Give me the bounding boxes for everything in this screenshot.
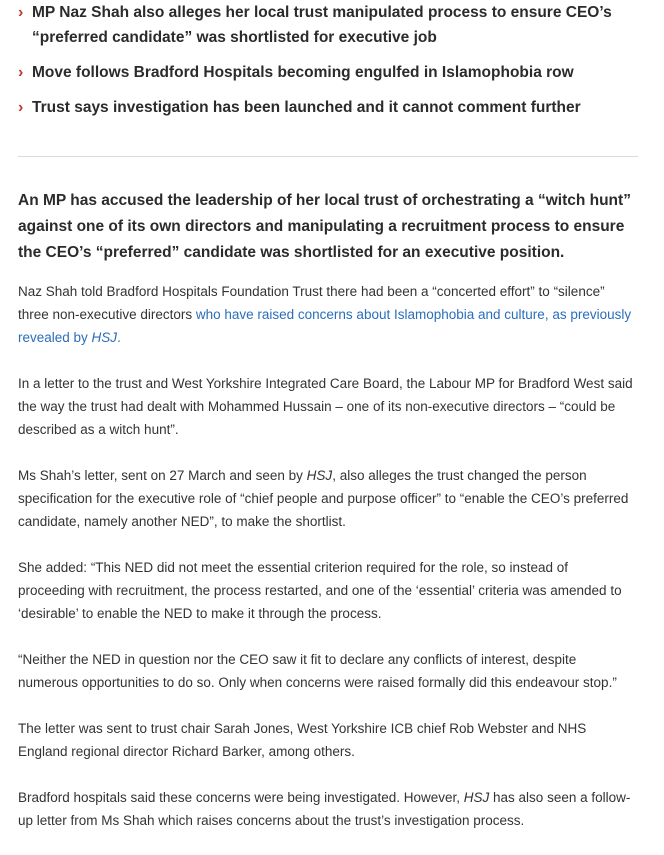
section-divider <box>18 156 638 157</box>
publication-name: HSJ <box>91 330 118 345</box>
paragraph <box>18 464 638 533</box>
paragraph <box>18 280 638 349</box>
key-point <box>18 60 648 85</box>
key-point-text: Move follows Bradford Hospitals becoming engulfed in Islamophobia row <box>32 64 574 81</box>
key-point <box>18 0 648 50</box>
paragraph-text: has also seen a follow-up letter from Ms Shah which raises concerns about the trust’s investigation process. <box>18 790 631 828</box>
standfirst: An MP has accused the leadership of her local trust of orchestrating a “witch hunt” against one of its own directors and manipulating a recruitment process to ensure the CEO’s “preferred” candidate was shortlisted for an executive position. <box>18 192 631 261</box>
paragraph: The letter was sent to trust chair Sarah Jones, West Yorkshire ICB chief Rob Webster and NHS England regional director Richard Barker, among others. <box>18 721 587 759</box>
paragraph-text: Bradford hospitals said these concerns were being investigated. However, <box>18 790 464 805</box>
article-body <box>18 188 638 855</box>
paragraph <box>18 786 638 832</box>
chevron-right-icon: › <box>18 99 24 116</box>
paragraph: In a letter to the trust and West Yorkshire Integrated Care Board, the Labour MP for Bradford West said the way the trust had dealt with Mohammed Hussain – one of its non-executive directors – “could be described as a witch hunt”. <box>18 376 633 437</box>
key-point-text: Trust says investigation has been launched and it cannot comment further <box>32 99 581 116</box>
key-point-text: MP Naz Shah also alleges her local trust manipulated process to ensure CEO’s “preferred candidate” was shortlisted for executive job <box>32 4 612 46</box>
paragraph-text: , also alleges the trust changed the person specification for the executive role of “chief people and purpose officer” to “enable the CEO’s preferred candidate, namely another NED”, to make the shortlist. <box>18 468 629 529</box>
paragraph-text: Naz Shah told Bradford Hospitals Foundation Trust there had been a “concerted effort” to “silence” three non-executive directors <box>18 284 605 322</box>
key-points-list <box>18 0 648 130</box>
paragraph-text: Ms Shah’s letter, sent on 27 March and seen by <box>18 468 307 483</box>
chevron-right-icon: › <box>18 4 24 21</box>
paragraph: She added: “This NED did not meet the essential criterion required for the role, so instead of proceeding with recruitment, the process restarted, and one of the ‘essential’ criteria was amended to ‘desirable’ to enable the NED to make it through the process. <box>18 560 622 621</box>
paragraph: “Neither the NED in question nor the CEO saw it fit to declare any conflicts of interest, despite numerous opportunities to do so. Only when concerns were raised formally did this endeavour stop.” <box>18 652 617 690</box>
link-text: who have raised concerns about Islamophobia and culture, as previously revealed by <box>18 307 632 345</box>
key-point <box>18 95 648 120</box>
publication-name: HSJ <box>463 790 490 805</box>
chevron-right-icon: › <box>18 64 24 81</box>
link-end: . <box>117 330 121 345</box>
publication-name: HSJ <box>306 468 333 483</box>
